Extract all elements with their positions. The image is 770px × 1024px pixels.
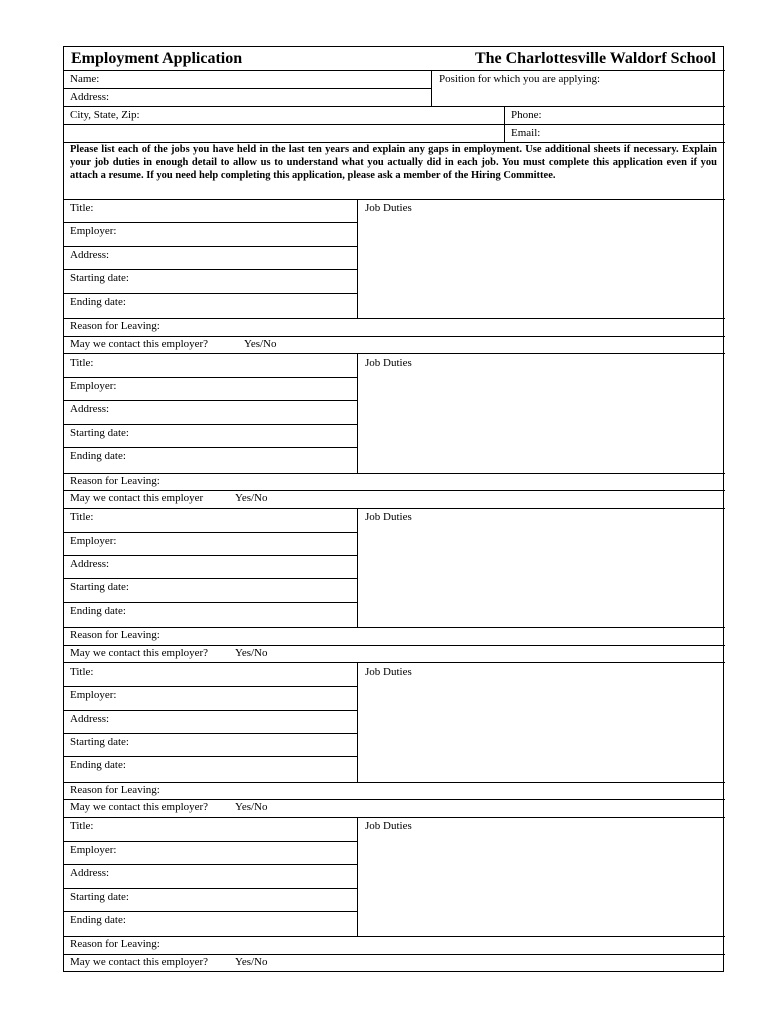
may-we-contact-label: May we contact this employer? bbox=[70, 646, 209, 659]
divider bbox=[64, 841, 357, 842]
may-we-contact-label: May we contact this employer? bbox=[70, 955, 209, 968]
job-4-job-title-field[interactable] bbox=[64, 663, 357, 686]
employer-address-label: Address: bbox=[70, 403, 110, 416]
ending-date-label: Ending date: bbox=[70, 450, 126, 463]
job-2-employer-field[interactable] bbox=[64, 377, 357, 400]
divider bbox=[64, 888, 357, 889]
job-4-employer-field[interactable] bbox=[64, 686, 357, 709]
form-title: Employment Application bbox=[71, 50, 243, 67]
job-3-ending-date-field[interactable] bbox=[64, 602, 357, 625]
divider bbox=[64, 733, 357, 734]
ending-date-label: Ending date: bbox=[70, 604, 126, 617]
job-title-label: Title: bbox=[70, 356, 94, 369]
starting-date-label: Starting date: bbox=[70, 736, 129, 748]
divider bbox=[64, 578, 357, 579]
yes-no-option[interactable]: Yes/No bbox=[235, 492, 268, 505]
job-3-job-title-field[interactable] bbox=[64, 508, 357, 531]
yes-no-option[interactable]: Yes/No bbox=[235, 646, 268, 659]
divider bbox=[64, 555, 357, 556]
employer-address-label: Address: bbox=[70, 712, 110, 725]
ending-date-label: Ending date: bbox=[70, 759, 126, 772]
employer-address-label: Address: bbox=[70, 248, 110, 261]
job-5-employer-address-field[interactable] bbox=[64, 864, 357, 887]
job-4-employer-address-field[interactable] bbox=[64, 710, 357, 733]
phone-label: Phone: bbox=[511, 109, 542, 121]
employment-application-form bbox=[63, 46, 724, 972]
yes-no-option[interactable]: Yes/No bbox=[244, 337, 277, 350]
job-4-starting-date-field[interactable] bbox=[64, 733, 357, 756]
divider bbox=[64, 377, 357, 378]
job-1-employer-address-field[interactable] bbox=[64, 246, 357, 269]
job-title-label: Title: bbox=[70, 665, 94, 678]
reason-for-leaving-label: Reason for Leaving: bbox=[70, 783, 160, 796]
employer-label: Employer: bbox=[70, 689, 117, 702]
job-1-duties-field[interactable] bbox=[357, 199, 725, 318]
job-1-reason-field[interactable] bbox=[64, 318, 725, 336]
yes-no-option[interactable]: Yes/No bbox=[235, 955, 268, 968]
job-5-duties-field[interactable] bbox=[357, 817, 725, 936]
divider bbox=[64, 686, 357, 687]
yes-no-option[interactable]: Yes/No bbox=[235, 801, 268, 814]
job-2-reason-field[interactable] bbox=[64, 473, 725, 491]
job-2-ending-date-field[interactable] bbox=[64, 447, 357, 470]
divider bbox=[64, 602, 357, 603]
school-name: The Charlottesville Waldorf School bbox=[474, 50, 716, 67]
position-field[interactable] bbox=[431, 70, 725, 106]
job-duties-label: Job Duties bbox=[365, 820, 412, 833]
employer-address-label: Address: bbox=[70, 558, 110, 570]
divider bbox=[64, 424, 357, 425]
job-3-reason-field[interactable] bbox=[64, 627, 725, 645]
job-duties-label: Job Duties bbox=[365, 665, 412, 678]
employer-label: Employer: bbox=[70, 225, 117, 238]
job-4-duties-field[interactable] bbox=[357, 663, 725, 782]
divider bbox=[64, 710, 357, 711]
job-3-contact-field[interactable] bbox=[64, 645, 725, 663]
job-duties-label: Job Duties bbox=[365, 356, 412, 369]
job-5-job-title-field[interactable] bbox=[64, 817, 357, 840]
job-1-job-title-field[interactable] bbox=[64, 199, 357, 222]
job-2-employer-address-field[interactable] bbox=[64, 400, 357, 423]
job-2-duties-field[interactable] bbox=[357, 354, 725, 473]
city-state-zip-label: City, State, Zip: bbox=[70, 109, 140, 121]
job-4-contact-field[interactable] bbox=[64, 799, 725, 817]
divider bbox=[64, 246, 357, 247]
job-3-employer-address-field[interactable] bbox=[64, 555, 357, 578]
position-label: Position for which you are applying: bbox=[439, 73, 601, 85]
job-2-contact-field[interactable] bbox=[64, 490, 725, 508]
job-duties-label: Job Duties bbox=[365, 511, 412, 524]
job-1-contact-field[interactable] bbox=[64, 336, 725, 354]
ending-date-label: Ending date: bbox=[70, 295, 126, 308]
email-label: Email: bbox=[511, 127, 541, 139]
city-state-zip-field[interactable] bbox=[64, 106, 504, 142]
job-3-employer-field[interactable] bbox=[64, 532, 357, 555]
job-5-contact-field[interactable] bbox=[64, 954, 725, 972]
starting-date-label: Starting date: bbox=[70, 272, 129, 285]
employer-label: Employer: bbox=[70, 843, 117, 856]
job-1-employer-field[interactable] bbox=[64, 222, 357, 245]
divider bbox=[64, 447, 357, 448]
reason-for-leaving-label: Reason for Leaving: bbox=[70, 938, 160, 951]
job-3-duties-field[interactable] bbox=[357, 508, 725, 627]
name-field[interactable] bbox=[64, 70, 431, 88]
email-field[interactable] bbox=[504, 124, 725, 142]
divider bbox=[64, 222, 357, 223]
job-title-label: Title: bbox=[70, 202, 94, 214]
divider bbox=[64, 911, 357, 912]
divider bbox=[64, 864, 357, 865]
job-1-ending-date-field[interactable] bbox=[64, 293, 357, 316]
may-we-contact-label: May we contact this employer? bbox=[70, 337, 209, 350]
job-5-starting-date-field[interactable] bbox=[64, 888, 357, 911]
divider bbox=[64, 293, 357, 294]
may-we-contact-label: May we contact this employer? bbox=[70, 801, 209, 814]
phone-field[interactable] bbox=[504, 106, 725, 124]
job-2-job-title-field[interactable] bbox=[64, 354, 357, 377]
job-3-starting-date-field[interactable] bbox=[64, 578, 357, 601]
job-4-ending-date-field[interactable] bbox=[64, 756, 357, 779]
divider bbox=[64, 269, 357, 270]
job-4-reason-field[interactable] bbox=[64, 782, 725, 800]
name-label: Name: bbox=[70, 73, 100, 85]
job-2-starting-date-field[interactable] bbox=[64, 424, 357, 447]
job-duties-label: Job Duties bbox=[365, 202, 412, 214]
starting-date-label: Starting date: bbox=[70, 426, 129, 439]
instructions-text: Please list each of the jobs you have held in the last ten years and explain any gaps in employment. Use additional sheets if necessary. Explain your job duties in enough detail to allow us to understand what you actually did in each job. You must complete this application even if you attach a resume. If you need help completing this application, please ask a member of the Hiring Committee. bbox=[70, 144, 717, 181]
reason-for-leaving-label: Reason for Leaving: bbox=[70, 629, 160, 642]
reason-for-leaving-label: Reason for Leaving: bbox=[70, 474, 160, 487]
job-1-starting-date-field[interactable] bbox=[64, 269, 357, 292]
may-we-contact-label: May we contact this employer bbox=[70, 492, 204, 505]
address-label: Address: bbox=[70, 91, 110, 103]
job-title-label: Title: bbox=[70, 820, 94, 833]
ending-date-label: Ending date: bbox=[70, 914, 126, 926]
job-title-label: Title: bbox=[70, 511, 94, 524]
employer-label: Employer: bbox=[70, 534, 117, 547]
employer-label: Employer: bbox=[70, 380, 117, 392]
divider bbox=[64, 532, 357, 533]
divider bbox=[64, 400, 357, 401]
job-5-ending-date-field[interactable] bbox=[64, 911, 357, 934]
divider bbox=[64, 756, 357, 757]
job-5-reason-field[interactable] bbox=[64, 936, 725, 954]
reason-for-leaving-label: Reason for Leaving: bbox=[70, 320, 160, 332]
starting-date-label: Starting date: bbox=[70, 890, 129, 903]
starting-date-label: Starting date: bbox=[70, 581, 129, 594]
job-5-employer-field[interactable] bbox=[64, 841, 357, 864]
employer-address-label: Address: bbox=[70, 867, 110, 880]
address-field[interactable] bbox=[64, 88, 431, 106]
